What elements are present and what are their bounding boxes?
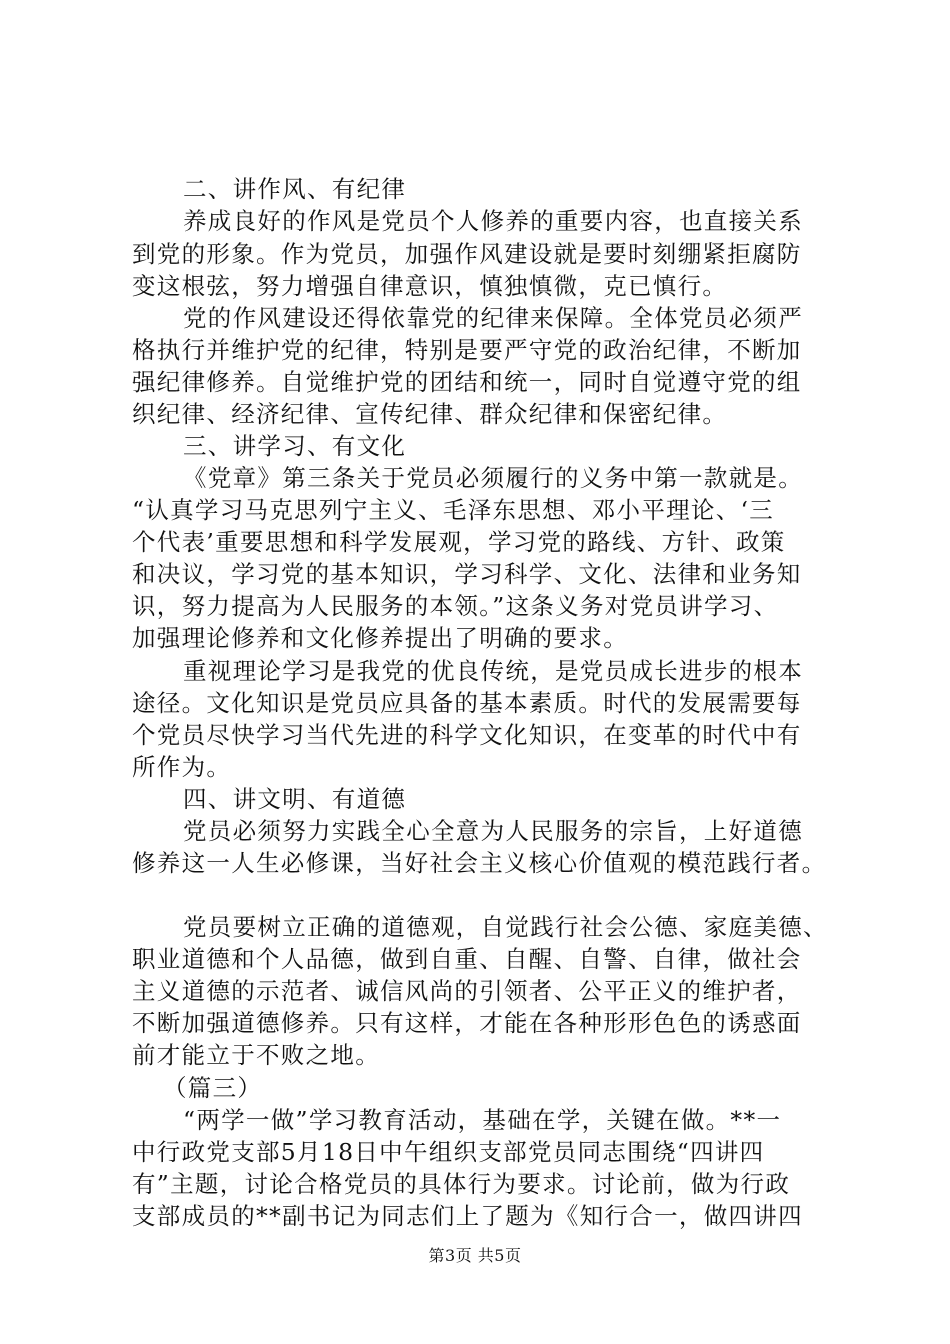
paragraph-line: 识，努力提高为人民服务的本领。”这条义务对党员讲学习、 — [132, 592, 779, 620]
page-number: 第3页 共5页 — [428, 1246, 522, 1265]
section-heading-2: 二、讲作风、有纪律 — [183, 175, 407, 203]
paragraph-line: 个党员尽快学习当代先进的科学文化知识，在变革的时代中有 — [132, 721, 802, 749]
paragraph-line: 党员要树立正确的道德观，自觉践行社会公德、家庭美德、 — [183, 913, 828, 941]
paragraph-line: 途径。文化知识是党员应具备的基本素质。时代的发展需要每 — [132, 689, 802, 717]
paragraph-line: 织纪律、经济纪律、宣传纪律、群众纪律和保密纪律。 — [132, 400, 728, 428]
paragraph-line: 中行政党支部5月18日中午组织支部党员同志围绕“四讲四 — [132, 1138, 765, 1166]
paragraph-line: 强纪律修养。自觉维护党的团结和统一，同时自觉遵守党的组 — [132, 368, 802, 396]
paragraph-line: 党的作风建设还得依靠党的纪律来保障。全体党员必须严 — [183, 304, 803, 332]
chapter-label: （篇三） — [163, 1074, 263, 1102]
paragraph-line: 修养这一人生必修课，当好社会主义核心价值观的模范践行者。 — [132, 849, 827, 877]
section-heading-4: 四、讲文明、有道德 — [183, 785, 407, 813]
section-heading-3: 三、讲学习、有文化 — [183, 432, 407, 460]
paragraph-line: “认真学习马克思列宁主义、毛泽东思想、邓小平理论、‘三 — [132, 496, 775, 524]
paragraph-line: 有”主题，讨论合格党员的具体行为要求。讨论前，做为行政 — [132, 1170, 791, 1198]
paragraph-line: 主义道德的示范者、诚信风尚的引领者、公平正义的维护者， — [132, 977, 802, 1005]
paragraph-line: 个代表’重要思想和科学发展观，学习党的路线、方针、政策 — [132, 528, 786, 556]
paragraph-line: 变这根弦，努力增强自律意识，慎独慎微，克已慎行。 — [132, 272, 728, 300]
paragraph-line: “两学一做”学习教育活动，基础在学，关键在做。**一 — [183, 1106, 782, 1134]
paragraph-line: 所作为。 — [132, 753, 232, 781]
paragraph-line: 职业道德和个人品德，做到自重、自醒、自警、自律，做社会 — [132, 945, 802, 973]
paragraph-line: 格执行并维护党的纪律，特别是要严守党的政治纪律，不断加 — [132, 336, 802, 364]
paragraph-line: 支部成员的**副书记为同志们上了题为《知行合一，做四讲四 — [132, 1202, 803, 1230]
paragraph-line: 前才能立于不败之地。 — [132, 1041, 380, 1069]
paragraph-line: 到党的形象。作为党员，加强作风建设就是要时刻绷紧拒腐防 — [132, 240, 802, 268]
paragraph-line: 和决议，学习党的基本知识，学习科学、文化、法律和业务知 — [132, 560, 802, 588]
paragraph-line: 不断加强道德修养。只有这样，才能在各种形形色色的诱惑面 — [132, 1009, 802, 1037]
paragraph-line: 《党章》第三条关于党员必须履行的义务中第一款就是。 — [183, 464, 803, 492]
paragraph-line: 重视理论学习是我党的优良传统，是党员成长进步的根本 — [183, 657, 803, 685]
paragraph-line: 养成良好的作风是党员个人修养的重要内容，也直接关系 — [183, 207, 803, 235]
paragraph-line: 党员必须努力实践全心全意为人民服务的宗旨，上好道德 — [183, 817, 803, 845]
paragraph-line: 加强理论修养和文化修养提出了明确的要求。 — [132, 624, 628, 652]
